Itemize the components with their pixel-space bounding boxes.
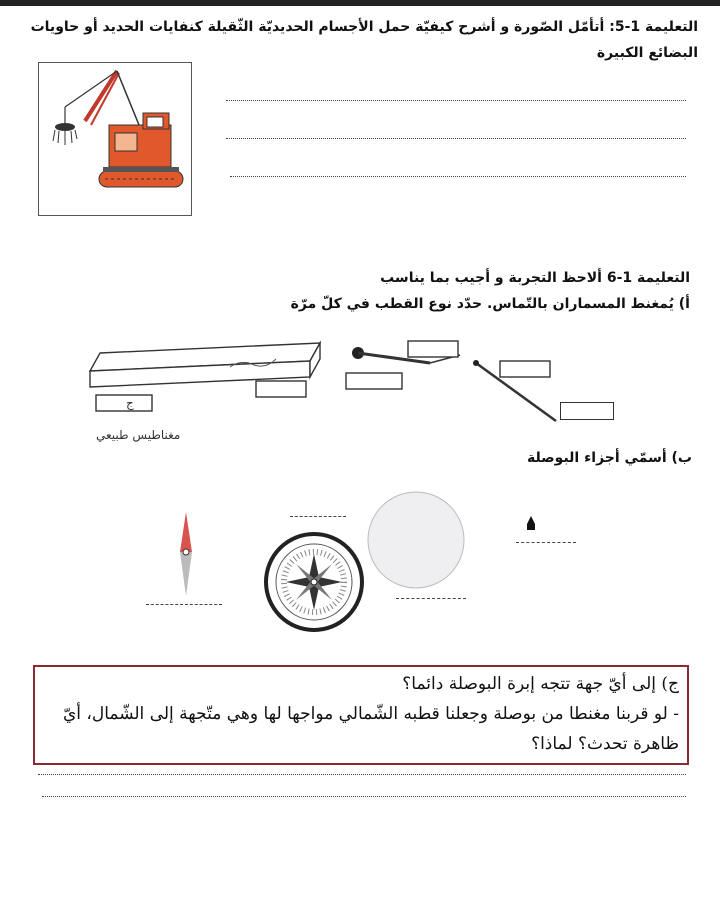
box-mark: ج	[126, 396, 134, 410]
question-j-line-2: - لو قربنا مغنطا من بوصلة وجعلنا قطبه الشّمالي مواجها لها وهي متّجهة إلى الشّمال، أيّ	[62, 704, 679, 724]
glass-answer-line[interactable]	[396, 598, 466, 599]
question-b: ب) أسمّي أجزاء البوصلة	[526, 450, 692, 466]
compass-glass-icon	[366, 490, 466, 590]
answer-line-1[interactable]	[226, 100, 686, 101]
pole-answer-box[interactable]	[560, 402, 614, 420]
compass-pivot-icon	[526, 516, 536, 530]
question-j-line-3: ظاهرة تحدث؟ لماذا؟	[531, 734, 679, 754]
crane-electromagnet-image	[39, 63, 189, 213]
answer-line-j-1[interactable]	[38, 774, 686, 775]
answer-line-j-2[interactable]	[42, 796, 686, 797]
top-border-line	[0, 0, 720, 6]
question-a: أ) يُمغنط المسماران بالتّماس. حدّد نوع القطب في كلّ مرّة	[290, 296, 690, 312]
magnet-experiment-diagram	[80, 325, 580, 430]
compass-needle-icon	[176, 512, 196, 596]
needle-answer-line[interactable]	[146, 604, 222, 605]
natural-magnet-label: مغناطيس طبيعي	[96, 428, 181, 442]
answer-line-3[interactable]	[230, 176, 686, 177]
pivot-answer-line[interactable]	[516, 542, 576, 543]
question-j-box	[33, 665, 689, 765]
answer-line-2[interactable]	[226, 138, 686, 139]
compass-dial-icon	[264, 530, 364, 634]
instruction-1-6: التعليمة 1-6 ألاحظ التجربة و أجيب بما يناسب	[380, 270, 690, 286]
crane-image-frame	[38, 62, 192, 216]
instruction-1-5: التعليمة 1-5: أتأمّل الصّورة و أشرح كيفيّة حمل الأجسام الحديديّة الثّقيلة كنفايات الحديد أو حاويات البضائع الكبيرة	[30, 19, 698, 61]
dial-answer-line[interactable]	[290, 516, 346, 517]
question-j-line-1: ج) إلى أيّ جهة تتجه إبرة البوصلة دائما؟	[402, 674, 679, 694]
